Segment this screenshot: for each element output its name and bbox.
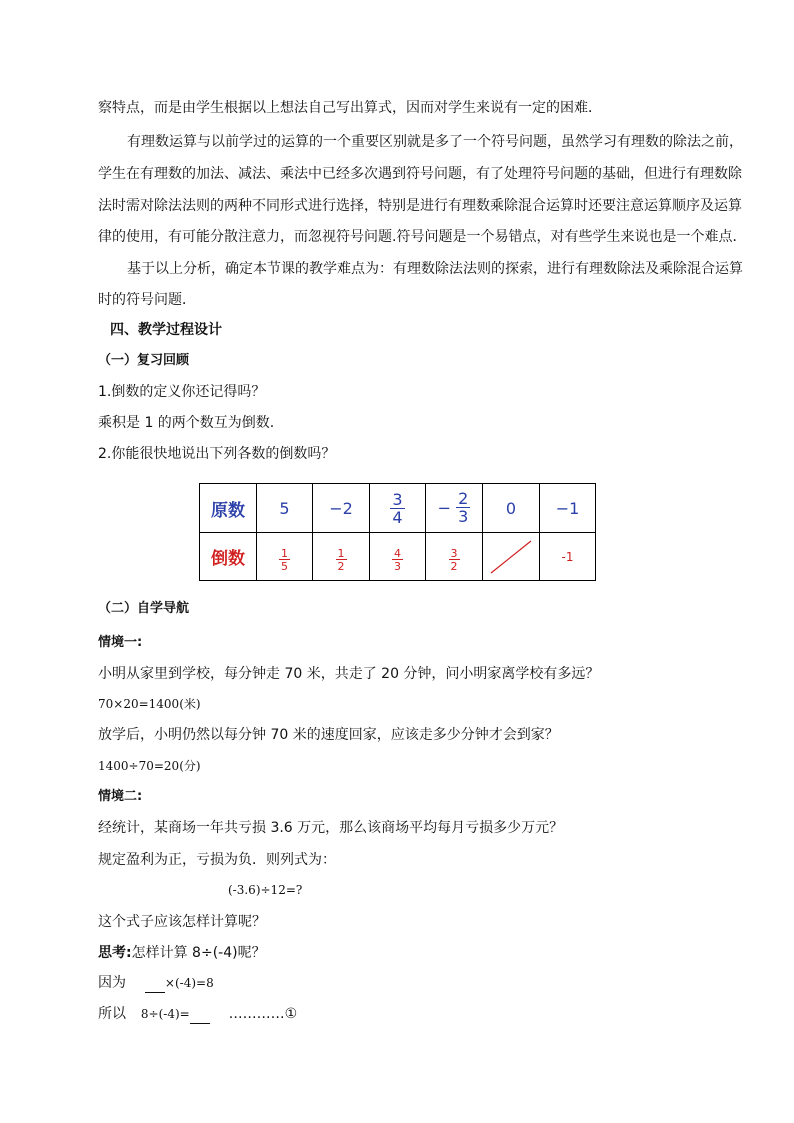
think-label: 思考: xyxy=(98,945,132,961)
calculation: 70×20=1400(米) xyxy=(98,697,201,711)
equation-marker: …………① xyxy=(228,1006,298,1022)
paragraph-line: 有理数运算与以前学过的运算的一个重要区别就是多了一个符号问题，虽然学习有理数的除法之前， xyxy=(127,134,743,150)
paragraph-line: 律的使用，有可能分散注意力，而忽视符号问题.符号问题是一个易错点，对有些学生来说也是一个难点． xyxy=(98,229,747,245)
because-line xyxy=(98,973,214,993)
reciprocal-cell xyxy=(426,533,483,581)
calculation: 1400÷70=20(分) xyxy=(98,759,201,773)
so-label: 所以 xyxy=(98,1006,126,1022)
rule-text: 规定盈利为正，亏损为负．则列式为： xyxy=(98,852,336,868)
original-cell: −1 xyxy=(540,484,596,533)
section-heading: 四、教学过程设计 xyxy=(110,322,222,338)
fraction: $\frac{3}{4}$ xyxy=(392,490,403,527)
original-cell: 5 xyxy=(257,484,313,533)
row-label-original: 原数 xyxy=(200,484,257,533)
because-label: 因为 xyxy=(98,975,126,991)
think-line xyxy=(98,943,266,963)
reciprocal-table xyxy=(199,483,596,581)
reciprocal-cell-empty xyxy=(483,533,540,581)
question-text: 1.倒数的定义你还记得吗？ xyxy=(98,384,266,400)
scene-question: 经统计，某商场一年共亏损 3.6 万元，那么该商场平均每月亏损多少万元？ xyxy=(98,820,564,836)
subsection-heading: （一）复习回顾 xyxy=(98,353,190,368)
paragraph-line: 学生在有理数的加法、减法、乘法中已经多次遇到符号问题，有了处理符号问题的基础，但进行有理数除 xyxy=(98,166,742,182)
because-expression: ×(-4)=8 xyxy=(164,976,214,990)
answer-text: 乘积是 1 的两个数互为倒数. xyxy=(98,415,275,431)
scene-question: 小明从家里到学校，每分钟走 70 米，共走了 20 分钟，问小明家离学校有多远？ xyxy=(98,666,600,682)
row-label-reciprocal: 倒数 xyxy=(200,533,257,581)
fraction: $\frac{1}{2}$ xyxy=(337,546,345,573)
fraction: $\frac{1}{5}$ xyxy=(281,546,288,573)
reciprocal-cell xyxy=(257,533,313,581)
scene-title: 情境二: xyxy=(98,789,143,804)
scene-title: 情境一: xyxy=(98,635,143,650)
original-cell: 0 xyxy=(483,484,540,533)
fraction: $\frac{3}{2}$ xyxy=(450,546,458,573)
subsection-heading: （二）自学导航 xyxy=(98,601,190,616)
original-cell xyxy=(370,484,426,533)
original-cell: −2 xyxy=(313,484,370,533)
paragraph-line: 法时需对除法法则的两种不同形式进行选择，特别是进行有理数乘除混合运算时还要注意运算顺序及运算 xyxy=(98,198,742,214)
question-text: 2.你能很快地说出下列各数的倒数吗？ xyxy=(98,446,336,462)
think-text: 怎样计算 8÷(-4)呢？ xyxy=(131,945,266,961)
table-row-originals xyxy=(200,484,596,533)
slash-icon xyxy=(483,533,539,580)
original-cell: − $\frac{2}{3}$ xyxy=(426,484,483,533)
so-expression: 8÷(-4)= xyxy=(140,1007,190,1021)
paragraph-line: 基于以上分析，确定本节课的教学难点为：有理数除法法则的探索，进行有理数除法及乘除混合运算 xyxy=(127,261,743,277)
question-text: 这个式子应该怎样计算呢？ xyxy=(98,914,266,930)
table-row-reciprocals xyxy=(200,533,596,581)
reciprocal-cell xyxy=(370,533,426,581)
reciprocal-cell: -1 xyxy=(540,533,596,581)
reciprocal-cell xyxy=(313,533,370,581)
scene-question: 放学后，小明仍然以每分钟 70 米的速度回家，应该走多少分钟才会到家？ xyxy=(98,727,559,743)
blank-field[interactable] xyxy=(190,1009,210,1024)
fraction: $\frac{2}{3}$ xyxy=(458,489,469,526)
paragraph-line: 时的符号问题． xyxy=(98,292,196,308)
blank-field[interactable] xyxy=(145,978,165,993)
paragraph-line: 察特点，而是由学生根据以上想法自己写出算式，因而对学生来说有一定的困难． xyxy=(98,100,602,116)
fraction: $\frac{4}{3}$ xyxy=(394,546,401,573)
expression: (-3.6)÷12=? xyxy=(228,883,303,897)
so-line xyxy=(98,1004,297,1024)
